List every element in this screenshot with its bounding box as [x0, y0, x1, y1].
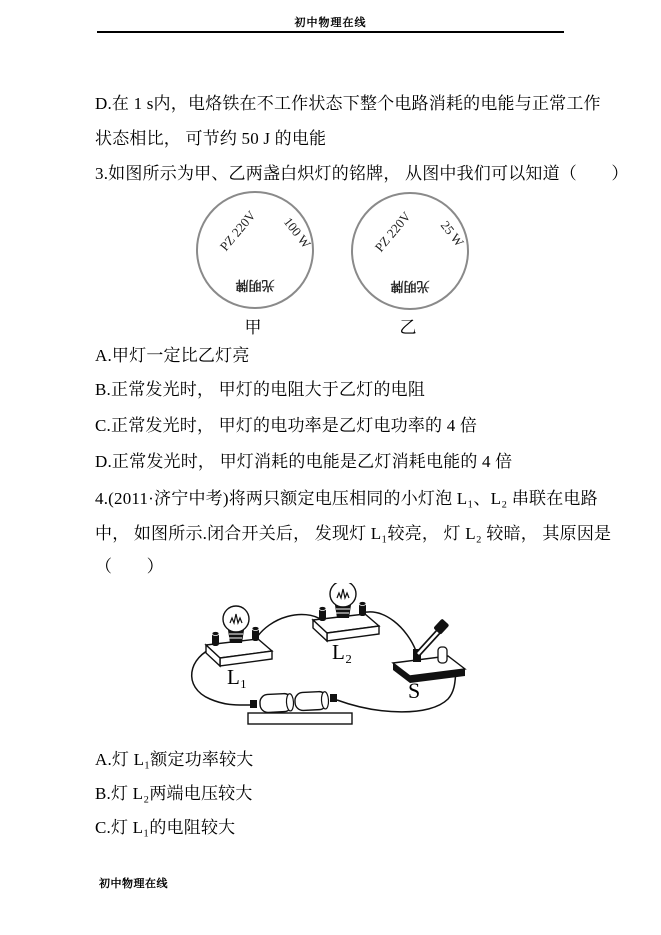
circuit-svg: [180, 583, 480, 741]
label-l1: L₁: [227, 665, 248, 689]
nameplate-yi-power: 25 W: [437, 217, 468, 250]
label-l2: L₂: [332, 640, 353, 664]
q3-option-a: A.甲灯一定比乙灯亮: [95, 346, 250, 365]
bulb-l1: [206, 606, 272, 666]
circuit-diagram: [180, 583, 480, 746]
nameplate-jia-brand: 光明牌: [235, 278, 275, 293]
footer-title: 初中物理在线: [99, 877, 168, 890]
nameplate-yi-caption: 乙: [399, 318, 417, 337]
label-switch: S: [408, 678, 421, 703]
wire-l1-to-l2: [255, 614, 322, 640]
nameplate-yi: [351, 192, 469, 310]
nameplate-jia: [196, 191, 314, 309]
question-4-stem-line2: 中， 如图所示.闭合开关后， 发现灯 L₁较亮， 灯 L₂ 较暗， 其原因是: [95, 524, 612, 543]
header-rule: [97, 31, 564, 33]
nameplate-jia-power: 100 W: [280, 214, 315, 252]
battery-pack: [248, 691, 352, 724]
nameplate-jia-caption: 甲: [244, 318, 262, 337]
q4-option-b: B.灯 L₂两端电压较大: [95, 784, 253, 803]
nameplate-yi-model-voltage: PZ 220V: [371, 208, 414, 255]
question-4-stem-line3: （ ）: [95, 557, 164, 576]
header-title: 初中物理在线: [294, 16, 367, 29]
question-4-stem-line1: 4.(2011·济宁中考)将两只额定电压相同的小灯泡 L₁、L₂ 串联在电路: [95, 489, 598, 508]
q3-option-b: B.正常发光时， 甲灯的电阻大于乙灯的电阻: [95, 380, 426, 399]
question-3-stem: 3.如图所示为甲、乙两盏白炽灯的铭牌， 从图中我们可以知道（ ）: [95, 164, 629, 183]
nameplate-jia-model-voltage: PZ 220V: [216, 207, 259, 254]
q4-option-a: A.灯 L₁额定功率较大: [95, 750, 254, 769]
q3-option-c: C.正常发光时， 甲灯的电功率是乙灯电功率的 4 倍: [95, 416, 478, 435]
switch: [393, 618, 465, 683]
q4-option-c: C.灯 L₁的电阻较大: [95, 818, 236, 837]
option-d-line1: D.在 1 s内，电烙铁在不工作状态下整个电路消耗的电能与正常工作: [95, 94, 601, 113]
option-d-line2: 状态相比， 可节约 50 J 的电能: [95, 129, 327, 148]
q3-option-d: D.正常发光时， 甲灯消耗的电能是乙灯消耗电能的 4 倍: [95, 452, 513, 471]
nameplate-yi-brand: 光明牌: [390, 279, 430, 294]
